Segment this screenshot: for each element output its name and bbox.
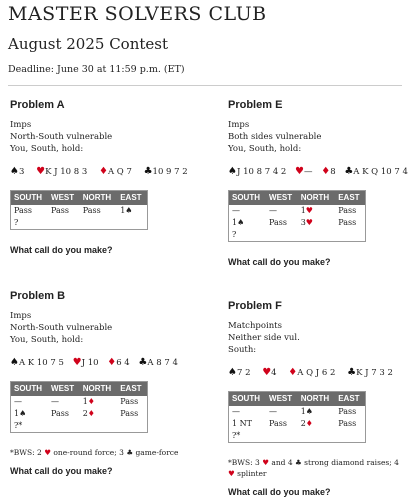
diamond-icon: ♦ [87,397,95,406]
bid: Pass [51,206,70,215]
bid: — [232,407,240,416]
col-east: EAST [335,191,365,205]
bid: Pass [269,419,288,428]
diamond-cards: 6 4 [116,358,130,368]
bid [117,420,147,432]
bid: ?* [232,431,241,440]
vulnerability-text: Both sides vulnerable [228,132,322,142]
bid [298,229,336,241]
bid: Pass [338,419,357,428]
problem-title: Problem E [228,99,283,111]
spade-icon: ♠ [10,166,19,177]
spade-icon: ♠ [10,357,19,368]
heart-icon: ♥ [36,166,46,177]
bid: Pass [120,397,139,406]
bid [266,229,298,241]
heart-icon: ♥ [228,469,235,478]
club-cards: A 8 7 4 [147,358,178,368]
club-icon: ♣ [138,357,148,368]
auction-table [228,391,366,443]
bid: Pass [14,206,33,215]
bid: Pass [269,218,288,227]
club-icon: ♣ [347,367,357,378]
auction-row [229,418,365,430]
scoring-text: Imps [10,120,32,130]
diamond-icon: ♦ [305,419,313,428]
bid: ? [232,230,237,239]
bid [335,229,365,241]
col-west: WEST [266,392,298,406]
bid [80,420,118,432]
contest-subtitle: August 2025 Contest [8,35,168,53]
spade-cards: 3 [18,167,25,177]
question-text: What call do you make? [228,257,331,267]
problem-e [228,99,406,268]
bid: 1 NT [232,419,252,428]
auction-table [10,381,148,433]
bws-note: *BWS: 2 ♥ one-round force; 3 ♣ game-force [10,448,179,457]
vulnerability-text: Neither side vul. [228,333,300,343]
vulnerability-text: North-South vulnerable [10,132,113,142]
bid [48,420,80,432]
bid: 3♥ [300,218,313,227]
col-west: WEST [48,382,80,396]
scoring-text: Imps [10,311,32,321]
spade-icon: ♠ [228,367,237,378]
bid [335,430,365,442]
auction-row [229,430,365,442]
hold-text: You, South, hold: [10,335,84,345]
scoring-text: Imps [228,120,250,130]
club-icon: ♣ [344,166,354,177]
auction-row [11,396,147,408]
problem-a [10,99,200,256]
heart-cards: 4 [271,368,277,378]
club-icon: ♣ [143,166,153,177]
club-cards: 10 9 7 2 [152,167,188,177]
problem-title: Problem B [10,290,66,302]
bws-note: *BWS: 3 ♥ and 4 ♣ strong diamond raises; 4 ♥ splinter [228,458,399,478]
col-south: SOUTH [229,392,266,406]
hand [228,166,406,180]
col-south: SOUTH [229,191,266,205]
bid: 1♠ [300,407,313,416]
bid: 1♠ [232,218,245,227]
auction-table [228,190,366,242]
question-text: What call do you make? [10,245,113,255]
auction-row [229,205,365,217]
heart-cards: K J 10 8 3 [45,167,88,177]
bid: Pass [338,218,357,227]
problem-f [228,300,406,498]
bid: — [51,397,60,406]
hand [10,166,200,180]
bid: Pass [82,206,101,215]
bid: 1♠ [14,409,27,418]
bid [117,217,147,229]
heart-cards: J 10 [81,358,99,368]
question-text: What call do you make? [10,466,113,476]
bid: — [269,206,278,215]
col-east: EAST [335,392,365,406]
diamond-icon: ♦ [98,166,108,177]
col-east: EAST [117,191,147,205]
heart-icon: ♥ [305,206,313,215]
bid: 1♠ [120,206,133,215]
auction-row [229,229,365,241]
bid: 2♦ [300,419,313,428]
vulnerability-text: North-South vulnerable [10,323,113,333]
col-west: WEST [266,191,298,205]
col-south: SOUTH [11,382,48,396]
spade-cards: A K 10 7 5 [18,358,64,368]
auction-row [11,217,147,229]
bid: Pass [120,409,139,418]
spade-cards: J 10 8 7 4 2 [236,167,287,177]
col-west: WEST [48,191,80,205]
auction-table [10,190,148,230]
hand [228,367,406,381]
auction-row [11,420,147,432]
diamond-cards: 8 [330,167,336,177]
bid: — [232,206,240,215]
bid: ?* [14,421,23,430]
col-north: NORTH [80,382,118,396]
bid: 2♦ [82,409,95,418]
heart-icon: ♥ [262,367,272,378]
diamond-icon: ♦ [288,367,298,378]
hold-text: You, South, hold: [10,144,84,154]
col-south: SOUTH [11,191,48,205]
header-divider [8,85,402,86]
hold-text: You, South, hold: [228,144,302,154]
heart-icon: ♥ [262,458,269,467]
bid [48,217,80,229]
hold-text: South: [228,345,257,355]
bid: — [269,407,278,416]
bid: Pass [51,409,70,418]
bid [298,430,336,442]
question-text: What call do you make? [228,487,331,497]
bid: 1♦ [82,397,95,406]
heart-icon: ♥ [44,448,51,457]
col-north: NORTH [80,191,118,205]
bid: Pass [338,206,357,215]
page-title: MASTER SOLVERS CLUB [8,3,267,25]
diamond-cards: A Q 7 [107,167,132,177]
bid: Pass [338,407,357,416]
bid [266,430,298,442]
heart-icon: ♥ [72,357,82,368]
club-cards: A K Q 10 7 4 [353,167,408,177]
heart-cards: — [304,167,313,177]
spade-icon: ♠ [228,166,237,177]
heart-icon: ♥ [305,218,313,227]
problem-title: Problem A [10,99,65,111]
diamond-icon: ♦ [321,166,331,177]
diamond-cards: A Q J 6 2 [297,368,336,378]
problem-title: Problem F [228,300,282,312]
auction-row [11,408,147,420]
bid: ? [14,218,19,227]
hand [10,357,200,371]
scoring-text: Matchpoints [228,321,282,331]
bid [80,217,118,229]
spade-cards: 7 2 [236,368,251,378]
auction-row [229,406,365,418]
col-north: NORTH [298,392,336,406]
auction-row [229,217,365,229]
club-cards: K J 7 3 2 [356,368,393,378]
heart-icon: ♥ [295,166,305,177]
problem-b [10,290,200,477]
deadline-text: Deadline: June 30 at 11:59 p.m. (ET) [8,64,185,75]
auction-row [11,205,147,217]
bid: 1♥ [300,206,313,215]
col-east: EAST [117,382,147,396]
diamond-icon: ♦ [107,357,117,368]
col-north: NORTH [298,191,336,205]
bid: — [14,397,22,406]
diamond-icon: ♦ [87,409,95,418]
